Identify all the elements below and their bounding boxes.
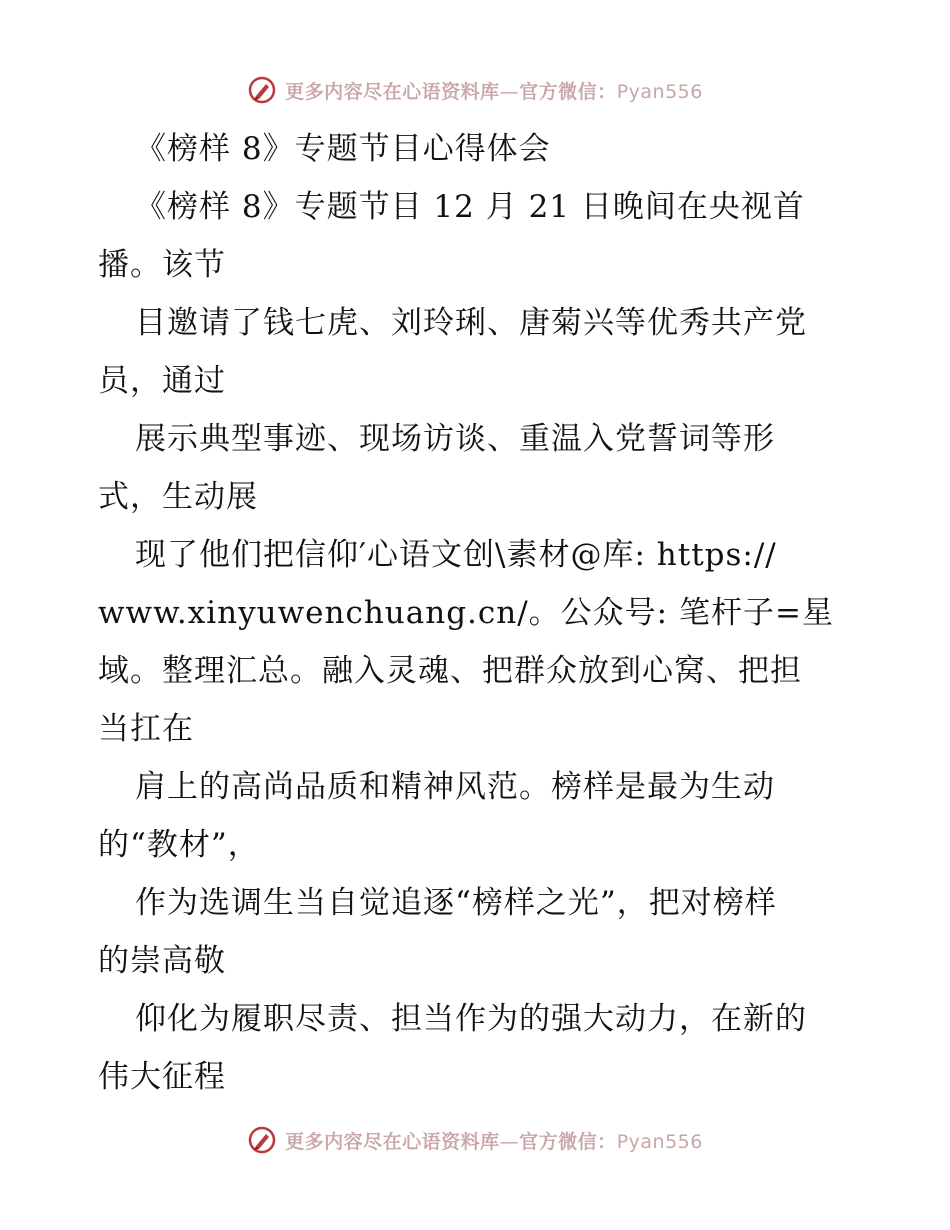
watermark-wechat-label: 官方微信： bbox=[519, 80, 617, 103]
watermark-wechat-label: 官方微信： bbox=[519, 1130, 617, 1153]
doc-line: 《榜样 8》专题节目 12 月 21 日晚间在央视首 bbox=[135, 189, 805, 225]
watermark-text bbox=[285, 77, 703, 104]
doc-line: 员，通过 bbox=[98, 363, 226, 399]
doc-line: www.xinyuwenchuang.cn/。公众号: 笔杆子=星 bbox=[98, 595, 834, 631]
doc-line: 伟大征程 bbox=[98, 1059, 226, 1095]
watermark-main: 更多内容尽在心语资料库 bbox=[285, 80, 500, 103]
watermark-main: 更多内容尽在心语资料库 bbox=[285, 1130, 500, 1153]
doc-line: 作为选调生当自觉追逐“榜样之光”，把对榜样 bbox=[135, 885, 777, 921]
doc-line: 仰化为履职尽责、担当作为的强大动力，在新的 bbox=[135, 1001, 807, 1037]
doc-line: 展示典型事迹、现场访谈、重温入党誓词等形 bbox=[135, 421, 775, 457]
doc-line: 的“教材”， bbox=[98, 827, 260, 863]
watermark-dash: — bbox=[499, 1130, 520, 1153]
watermark-wechat-id: Pyan556 bbox=[616, 1130, 703, 1153]
doc-line: 的崇高敬 bbox=[98, 943, 226, 979]
doc-line: 肩上的高尚品质和精神风范。榜样是最为生动 bbox=[135, 769, 775, 805]
watermark-footer bbox=[0, 1120, 950, 1160]
pen-logo-icon bbox=[247, 1125, 277, 1155]
watermark-wechat-id: Pyan556 bbox=[616, 80, 703, 103]
doc-line-title: 《榜样 8》专题节目心得体会 bbox=[135, 131, 551, 167]
watermark-dash: — bbox=[499, 80, 520, 103]
watermark-text bbox=[285, 1127, 703, 1154]
doc-line: 现了他们把信仰′心语文创\素材@库: https:// bbox=[135, 537, 777, 573]
document-body bbox=[98, 120, 858, 1106]
doc-line: 域。整理汇总。融入灵魂、把群众放到心窝、把担 bbox=[98, 653, 802, 689]
doc-line: 式，生动展 bbox=[98, 479, 258, 515]
doc-line: 播。该节 bbox=[98, 247, 226, 283]
watermark-header bbox=[0, 70, 950, 110]
pen-logo-icon bbox=[247, 75, 277, 105]
doc-line: 当扛在 bbox=[98, 711, 194, 747]
doc-line: 目邀请了钱七虎、刘玲琍、唐菊兴等优秀共产党 bbox=[135, 305, 807, 341]
